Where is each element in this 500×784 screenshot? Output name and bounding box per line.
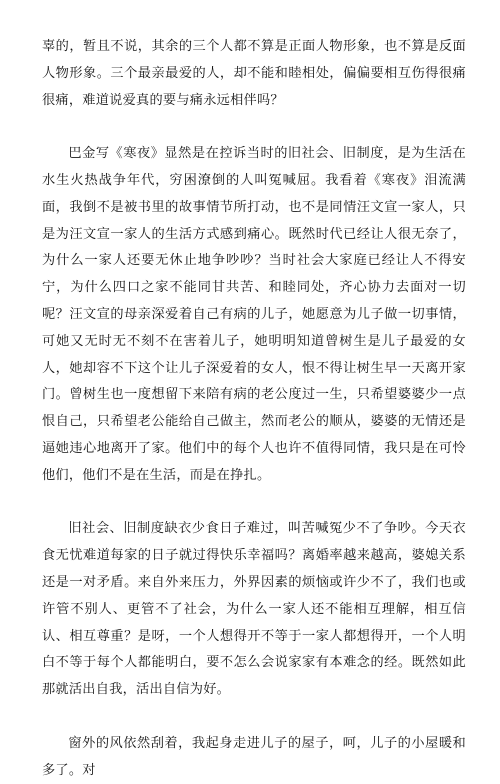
paragraph-1: 辜的，暂且不说，其余的三个人都不算是正面人物形象，也不算是反面人物形象。三个最亲最爱的人，却不能和睦相处，偏偏要相互伤得很痛很痛，难道说爱真的要与痛永远相伴吗？: [42, 39, 466, 108]
paragraph-4: 窗外的风依然刮着，我起身走进儿子的屋子，呵，儿子的小屋暖和多了。对: [42, 735, 466, 778]
paragraph-spacer: [42, 704, 466, 731]
paragraph-spacer: [42, 114, 466, 141]
paragraph-3: 旧社会、旧制度缺衣少食日子难过，叫苦喊冤少不了争吵。今天衣食无忧难道每家的日子就过得快乐幸福吗？离婚率越来越高，婆媳关系还是一对矛盾。来自外来压力，外界因素的烦恼或许少不了，我们也或许管不别人、更管不了社会，为什么一家人还不能相互理解，相互信认、相互尊重？是呀，一个人想得开不等于一家人都想得开，一个人明白不等于每个人都能明白，要不怎么会说家家有本难念的经。既然如此那就活出自我，活出自信为好。: [42, 521, 466, 698]
paragraph-2: 巴金写《寒夜》显然是在控诉当时的旧社会、旧制度，是为生活在水生火热战争年代，穷困潦倒的人叫冤喊屈。我看着《寒夜》泪流满面，我倒不是被书里的故事情节所打动，也不是同情汪文宣一家人，只是为汪文宣一家人的生活方式感到痛心。既然时代已经让人很无奈了，为什么一家人还要无休止地争吵吵？当时社会大家庭已经让人不得安宁，为什么四口之家不能同甘共苦、和睦同处，齐心协力去面对一切呢？汪文宣的母亲深爱着自己有病的儿子，她愿意为儿子做一切事情，可她又无时无不刻不在害着儿子，她明明知道曾树生是儿子最爱的女人，她却容不下这个让儿子深爱着的女人，恨不得让树生早一天离开家门。曾树生也一度想留下来陪有病的老公度过一生，只希望婆婆少一点恨自己，只希望老公能给自己做主，然而老公的顺从，婆婆的无情还是逼她违心地离开了家。他们中的每个人也许不值得同情，我只是在可怜他们，他们不是在生活，而是在挣扎。: [42, 146, 466, 483]
paragraph-spacer: [42, 490, 466, 517]
